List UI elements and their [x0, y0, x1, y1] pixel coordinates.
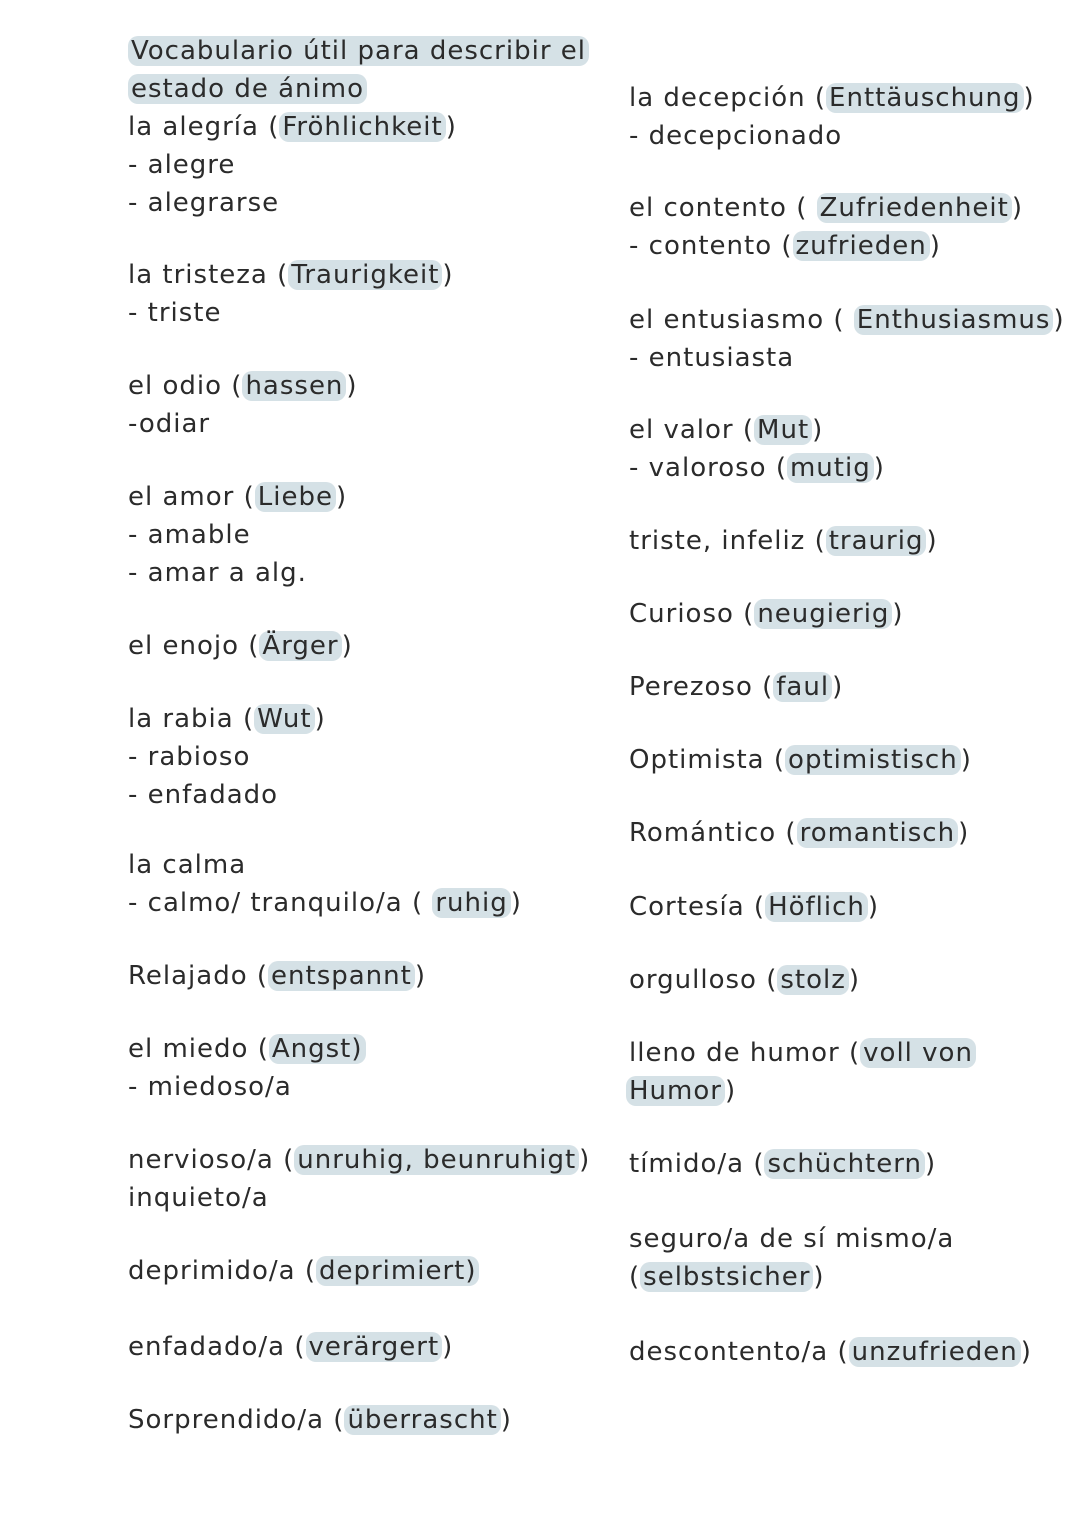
- entry-lleno-de-humor-cont: [626, 1074, 736, 1108]
- entry-word: el miedo (: [128, 1034, 269, 1064]
- entry-word: enfadado/a (: [128, 1332, 306, 1362]
- entry-orgulloso: [629, 963, 860, 997]
- entry-odio: [128, 369, 358, 403]
- translation: Zufriedenheit: [817, 193, 1012, 223]
- derivative-triste: - triste: [128, 298, 222, 328]
- translation: unruhig, beunruhigt: [294, 1145, 579, 1175]
- entry-word: Sorprendido/a (: [128, 1405, 345, 1435]
- entry-word: la decepción (: [629, 83, 827, 113]
- entry-word: Perezoso (: [629, 672, 774, 702]
- entry-word: la alegría (: [128, 112, 280, 142]
- translation: traurig: [826, 526, 927, 556]
- entry-optimista: [629, 743, 972, 777]
- entry-relajado: [128, 959, 426, 993]
- entry-sorprendido: [128, 1403, 512, 1437]
- translation: Enthusiasmus: [854, 305, 1054, 335]
- close-paren: ): [832, 672, 844, 702]
- entry-word: el contento (: [629, 193, 817, 223]
- entry-word: el enojo (: [128, 631, 260, 661]
- entry-word: triste, infeliz (: [629, 526, 826, 556]
- title-line-2: [128, 72, 367, 106]
- derivative-word: - valoroso (: [629, 453, 787, 483]
- derivative-decepcionado: - decepcionado: [629, 121, 843, 151]
- close-paren: ): [724, 1076, 737, 1106]
- entry-word: el odio (: [128, 371, 243, 401]
- entry-word: descontento/a (: [629, 1337, 849, 1367]
- translation: Wut: [254, 704, 314, 734]
- close-paren: ): [812, 415, 824, 445]
- close-paren: ): [445, 112, 457, 142]
- translation: Liebe: [255, 482, 336, 512]
- entry-alegria: [128, 110, 457, 144]
- entry-seguro: seguro/a de sí mismo/a: [629, 1224, 955, 1254]
- close-paren: ): [1011, 193, 1023, 223]
- entry-descontento: [629, 1335, 1032, 1369]
- close-paren: ): [346, 371, 358, 401]
- close-paren: ): [442, 260, 454, 290]
- entry-entusiasmo: [629, 303, 1065, 337]
- translation: Angst): [269, 1034, 366, 1064]
- entry-word: Relajado (: [128, 961, 269, 991]
- entry-lleno-de-humor: [629, 1036, 976, 1070]
- entry-amor: [128, 480, 347, 514]
- translation: Mut: [754, 415, 812, 445]
- entry-enfadado: [128, 1330, 453, 1364]
- entry-word: deprimido/a (: [128, 1256, 316, 1286]
- close-paren: ): [813, 1262, 825, 1292]
- translation-part-1: voll von: [860, 1038, 976, 1068]
- title-line-1: [128, 34, 589, 68]
- translation: selbstsicher: [640, 1262, 813, 1292]
- close-paren: ): [929, 231, 941, 261]
- entry-miedo: [128, 1032, 366, 1066]
- translation: verärgert: [306, 1332, 443, 1362]
- close-paren: ): [579, 1145, 591, 1175]
- entry-word: Cortesía (: [629, 892, 766, 922]
- close-paren: ): [1020, 1337, 1032, 1367]
- entry-enojo: [128, 629, 353, 663]
- title-text-2: estado de ánimo: [128, 74, 367, 104]
- derivative-word: - calmo/ tranquilo/a (: [128, 888, 433, 918]
- entry-deprimido: [128, 1254, 479, 1288]
- entry-tristeza: [128, 258, 454, 292]
- translation: überrascht: [344, 1405, 500, 1435]
- translation: neugierig: [754, 599, 892, 629]
- title-text-1: Vocabulario útil para describir el: [128, 36, 589, 66]
- entry-calma: la calma: [128, 850, 247, 880]
- entry-contento: [629, 191, 1023, 225]
- translation: Ärger: [259, 631, 341, 661]
- translation: stolz: [777, 965, 849, 995]
- entry-nervioso: [128, 1143, 590, 1177]
- derivative-miedoso: - miedoso/a: [128, 1072, 292, 1102]
- entry-word: Romántico (: [629, 818, 797, 848]
- derivative-amar: - amar a alg.: [128, 558, 307, 588]
- derivative-enfadado: - enfadado: [128, 780, 279, 810]
- close-paren: ): [414, 961, 426, 991]
- entry-decepcion: [629, 81, 1035, 115]
- entry-triste-infeliz: [629, 524, 938, 558]
- entry-word: lleno de humor (: [629, 1038, 861, 1068]
- translation: zufrieden: [793, 231, 930, 261]
- entry-word: el entusiasmo (: [629, 305, 854, 335]
- entry-word: la tristeza (: [128, 260, 289, 290]
- derivative-inquieto: inquieto/a: [128, 1183, 269, 1213]
- translation: deprimiert): [316, 1256, 480, 1286]
- derivative-alegre: - alegre: [128, 150, 236, 180]
- translation: romantisch: [797, 818, 959, 848]
- close-paren: ): [848, 965, 861, 995]
- derivative-calmo: [128, 886, 522, 920]
- entry-word: Optimista (: [629, 745, 786, 775]
- entry-perezoso: [629, 670, 843, 704]
- translation: Traurigkeit: [288, 260, 442, 290]
- translation: Enttäuschung: [826, 83, 1024, 113]
- entry-word: nervioso/a (: [128, 1145, 295, 1175]
- entry-timido: [629, 1147, 936, 1181]
- translation: schüchtern: [764, 1149, 924, 1179]
- entry-valor: [629, 413, 823, 447]
- translation-part-2: Humor: [626, 1076, 725, 1106]
- translation: ruhig: [432, 888, 510, 918]
- close-paren: ): [926, 526, 938, 556]
- close-paren: ): [958, 818, 970, 848]
- entry-word: Curioso (: [629, 599, 755, 629]
- close-paren: ): [873, 453, 885, 483]
- close-paren: ): [341, 631, 353, 661]
- entry-word: el valor (: [629, 415, 755, 445]
- close-paren: ): [1023, 83, 1035, 113]
- close-paren: ): [335, 482, 348, 512]
- derivative-entusiasta: - entusiasta: [629, 343, 795, 373]
- close-paren: ): [960, 745, 972, 775]
- derivative-amable: - amable: [128, 520, 251, 550]
- close-paren: ): [924, 1149, 937, 1179]
- close-paren: ): [500, 1405, 512, 1435]
- entry-word: tímido/a (: [629, 1149, 765, 1179]
- translation: Höflich: [765, 892, 868, 922]
- entry-seguro-translation: [629, 1260, 825, 1294]
- translation: faul: [773, 672, 832, 702]
- entry-word: el amor (: [128, 482, 255, 512]
- derivative-valoroso: [629, 451, 885, 485]
- close-paren: ): [867, 892, 880, 922]
- translation: optimistisch: [785, 745, 961, 775]
- close-paren: ): [892, 599, 904, 629]
- close-paren: ): [510, 888, 522, 918]
- entry-rabia: [128, 702, 326, 736]
- derivative-alegrarse: - alegrarse: [128, 188, 280, 218]
- entry-cortesia: [629, 890, 879, 924]
- translation: Fröhlichkeit: [279, 112, 445, 142]
- derivative-odiar: -odiar: [128, 409, 211, 439]
- derivative-word: - contento (: [629, 231, 793, 261]
- close-paren: ): [1053, 305, 1065, 335]
- entry-curioso: [629, 597, 904, 631]
- close-paren: ): [314, 704, 326, 734]
- translation: hassen: [242, 371, 346, 401]
- translation: mutig: [787, 453, 874, 483]
- derivative-contento: [629, 229, 941, 263]
- translation: unzufrieden: [849, 1337, 1021, 1367]
- close-paren: ): [442, 1332, 454, 1362]
- derivative-rabioso: - rabioso: [128, 742, 251, 772]
- entry-word: la rabia (: [128, 704, 255, 734]
- entry-romantico: [629, 816, 969, 850]
- entry-word: orgulloso (: [629, 965, 778, 995]
- open-paren: (: [629, 1262, 641, 1292]
- translation: entspannt: [268, 961, 415, 991]
